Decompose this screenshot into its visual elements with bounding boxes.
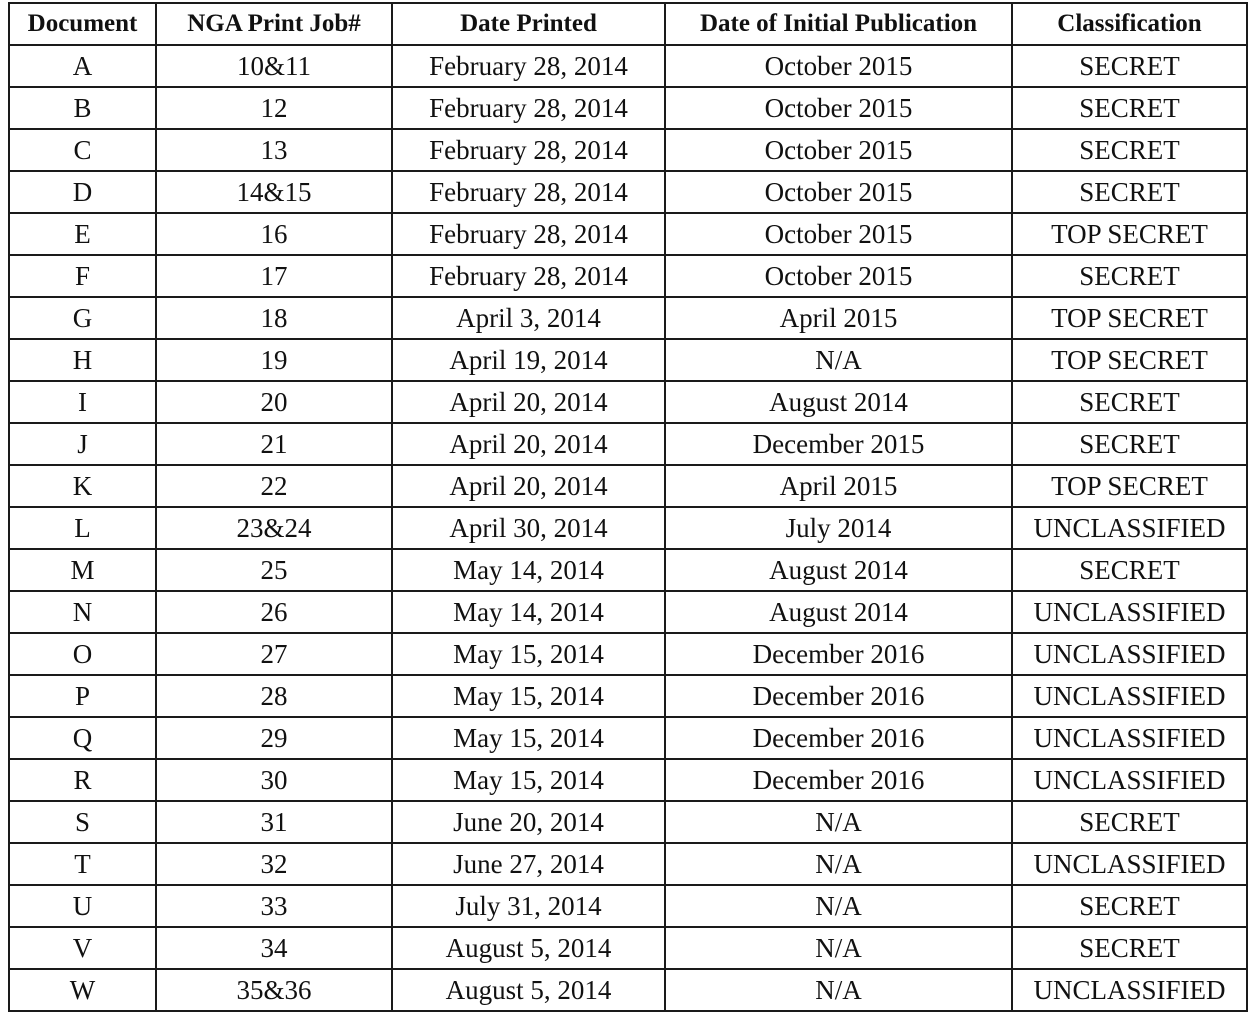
cell-print-job: 27 [156,633,392,675]
cell-date-printed: April 20, 2014 [392,381,665,423]
table-row [9,843,1247,885]
cell-print-job: 18 [156,297,392,339]
table-row [9,927,1247,969]
cell-classification: TOP SECRET [1012,213,1247,255]
cell-print-job: 13 [156,129,392,171]
table-row [9,675,1247,717]
table-header [9,3,1247,45]
cell-print-job: 10&11 [156,45,392,87]
cell-document: E [9,213,156,255]
cell-classification: SECRET [1012,129,1247,171]
cell-document: J [9,423,156,465]
cell-document: N [9,591,156,633]
cell-document: I [9,381,156,423]
cell-date-printed: June 20, 2014 [392,801,665,843]
cell-document: S [9,801,156,843]
cell-print-job: 29 [156,717,392,759]
table-body [9,45,1247,1011]
cell-date-printed: April 19, 2014 [392,339,665,381]
table-row [9,885,1247,927]
cell-document: O [9,633,156,675]
cell-document: F [9,255,156,297]
cell-initial-publication: April 2015 [665,465,1012,507]
cell-initial-publication: April 2015 [665,297,1012,339]
cell-print-job: 23&24 [156,507,392,549]
cell-date-printed: June 27, 2014 [392,843,665,885]
cell-classification: SECRET [1012,171,1247,213]
table-row [9,129,1247,171]
table-row [9,801,1247,843]
table-row [9,591,1247,633]
cell-date-printed: February 28, 2014 [392,45,665,87]
cell-document: P [9,675,156,717]
table-row [9,465,1247,507]
cell-document: G [9,297,156,339]
cell-date-printed: August 5, 2014 [392,969,665,1011]
table-row [9,339,1247,381]
cell-document: V [9,927,156,969]
table-row [9,255,1247,297]
table-row [9,633,1247,675]
header-initial-publication: Date of Initial Publication [665,3,1012,45]
cell-date-printed: April 20, 2014 [392,423,665,465]
cell-initial-publication: August 2014 [665,549,1012,591]
table-row [9,423,1247,465]
cell-initial-publication: N/A [665,885,1012,927]
cell-classification: UNCLASSIFIED [1012,717,1247,759]
cell-date-printed: May 15, 2014 [392,759,665,801]
cell-print-job: 30 [156,759,392,801]
cell-classification: UNCLASSIFIED [1012,591,1247,633]
cell-classification: SECRET [1012,87,1247,129]
cell-initial-publication: N/A [665,843,1012,885]
table-row [9,507,1247,549]
cell-print-job: 20 [156,381,392,423]
table-row [9,381,1247,423]
header-classification: Classification [1012,3,1247,45]
cell-print-job: 31 [156,801,392,843]
cell-initial-publication: July 2014 [665,507,1012,549]
cell-document: D [9,171,156,213]
cell-initial-publication: December 2016 [665,633,1012,675]
cell-print-job: 12 [156,87,392,129]
cell-print-job: 22 [156,465,392,507]
cell-date-printed: February 28, 2014 [392,255,665,297]
header-date-printed: Date Printed [392,3,665,45]
cell-document: C [9,129,156,171]
cell-date-printed: July 31, 2014 [392,885,665,927]
cell-print-job: 33 [156,885,392,927]
cell-initial-publication: October 2015 [665,129,1012,171]
cell-print-job: 16 [156,213,392,255]
cell-date-printed: February 28, 2014 [392,213,665,255]
header-row [9,3,1247,45]
table-row [9,969,1247,1011]
cell-date-printed: February 28, 2014 [392,129,665,171]
cell-document: R [9,759,156,801]
cell-print-job: 34 [156,927,392,969]
header-print-job: NGA Print Job# [156,3,392,45]
cell-initial-publication: October 2015 [665,255,1012,297]
cell-date-printed: April 3, 2014 [392,297,665,339]
cell-document: W [9,969,156,1011]
cell-document: M [9,549,156,591]
cell-classification: UNCLASSIFIED [1012,759,1247,801]
cell-classification: SECRET [1012,885,1247,927]
cell-classification: UNCLASSIFIED [1012,843,1247,885]
cell-initial-publication: October 2015 [665,45,1012,87]
cell-date-printed: August 5, 2014 [392,927,665,969]
cell-document: T [9,843,156,885]
table-row [9,87,1247,129]
cell-print-job: 26 [156,591,392,633]
cell-initial-publication: N/A [665,969,1012,1011]
table-row [9,171,1247,213]
cell-classification: TOP SECRET [1012,297,1247,339]
table-row [9,297,1247,339]
cell-print-job: 25 [156,549,392,591]
header-document: Document [9,3,156,45]
cell-print-job: 35&36 [156,969,392,1011]
cell-classification: UNCLASSIFIED [1012,969,1247,1011]
cell-initial-publication: N/A [665,339,1012,381]
cell-date-printed: May 15, 2014 [392,675,665,717]
cell-document: Q [9,717,156,759]
cell-initial-publication: December 2016 [665,759,1012,801]
cell-print-job: 17 [156,255,392,297]
table-row [9,717,1247,759]
cell-classification: SECRET [1012,423,1247,465]
cell-initial-publication: October 2015 [665,213,1012,255]
cell-classification: UNCLASSIFIED [1012,633,1247,675]
cell-classification: TOP SECRET [1012,339,1247,381]
cell-document: H [9,339,156,381]
cell-document: U [9,885,156,927]
cell-initial-publication: N/A [665,801,1012,843]
print-job-table [8,2,1248,1012]
cell-document: K [9,465,156,507]
cell-initial-publication: October 2015 [665,171,1012,213]
cell-date-printed: May 15, 2014 [392,633,665,675]
cell-print-job: 28 [156,675,392,717]
cell-date-printed: February 28, 2014 [392,171,665,213]
cell-classification: SECRET [1012,549,1247,591]
table-row [9,549,1247,591]
cell-classification: SECRET [1012,255,1247,297]
cell-initial-publication: December 2016 [665,717,1012,759]
cell-classification: SECRET [1012,801,1247,843]
cell-print-job: 14&15 [156,171,392,213]
cell-initial-publication: December 2016 [665,675,1012,717]
cell-date-printed: February 28, 2014 [392,87,665,129]
table-row [9,759,1247,801]
cell-classification: SECRET [1012,45,1247,87]
cell-classification: UNCLASSIFIED [1012,507,1247,549]
cell-date-printed: May 14, 2014 [392,591,665,633]
table-row [9,45,1247,87]
table-row [9,213,1247,255]
cell-initial-publication: August 2014 [665,381,1012,423]
cell-document: B [9,87,156,129]
cell-date-printed: April 30, 2014 [392,507,665,549]
cell-document: A [9,45,156,87]
cell-document: L [9,507,156,549]
cell-classification: SECRET [1012,927,1247,969]
cell-classification: TOP SECRET [1012,465,1247,507]
cell-classification: UNCLASSIFIED [1012,675,1247,717]
cell-classification: SECRET [1012,381,1247,423]
cell-print-job: 19 [156,339,392,381]
cell-date-printed: May 14, 2014 [392,549,665,591]
cell-print-job: 32 [156,843,392,885]
cell-initial-publication: December 2015 [665,423,1012,465]
cell-date-printed: May 15, 2014 [392,717,665,759]
cell-print-job: 21 [156,423,392,465]
cell-date-printed: April 20, 2014 [392,465,665,507]
cell-initial-publication: October 2015 [665,87,1012,129]
cell-initial-publication: N/A [665,927,1012,969]
cell-initial-publication: August 2014 [665,591,1012,633]
